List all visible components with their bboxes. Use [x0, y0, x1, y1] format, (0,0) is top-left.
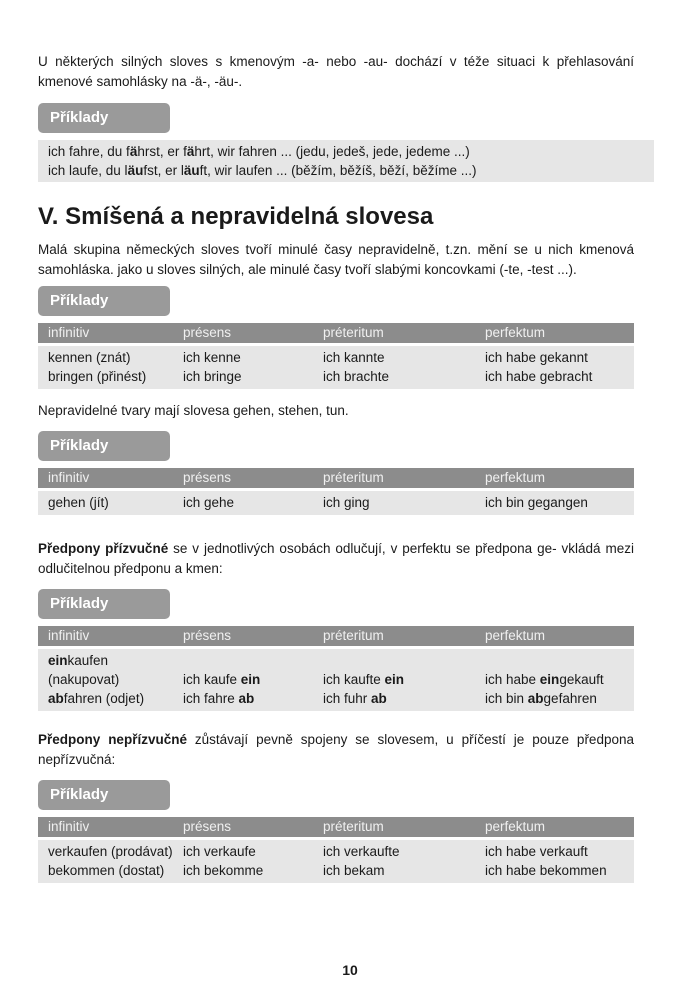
table-cell: [475, 861, 634, 880]
table-row: [38, 861, 634, 880]
table-row: [38, 689, 634, 708]
column-header-perfektum: perfektum: [485, 819, 546, 834]
example-box: [38, 140, 654, 182]
conjugation-table: [38, 817, 634, 883]
table-cell: [475, 348, 634, 367]
column-header-présens: présens: [183, 819, 232, 834]
text-segment: ich verkaufte: [323, 844, 400, 859]
table-cell: [313, 861, 475, 880]
text-segment: fahren (odjet): [63, 691, 145, 706]
section-heading: V. Smíšená a nepravidelná slovesa: [38, 203, 434, 230]
column-header-infinitiv: infinitiv: [48, 819, 90, 834]
text-segment: ich kaufe: [183, 672, 241, 687]
column-header-présens: présens: [183, 628, 232, 643]
examples-label: Příklady: [38, 286, 170, 316]
table-cell: [313, 670, 475, 689]
examples-label: Příklady: [38, 431, 170, 461]
table-cell: [38, 493, 173, 512]
text-segment: ich bin: [485, 691, 528, 706]
bold-text: ä: [186, 144, 195, 159]
bold-text: ab: [527, 691, 544, 706]
text-segment: Nepravidelné tvary mají slovesa gehen, stehen, tun.: [38, 403, 349, 418]
table-cell: [38, 367, 173, 386]
text-segment: Malá skupina německých sloves tvoří minulé časy nepravidelně, t.zn. mění se u nich kmenová samohláska. jako u sloves silných, ale minulé časy tvoří slabými koncovkami (-te, -test ...).: [38, 242, 634, 277]
text-segment: ich kaufte: [323, 672, 385, 687]
text-segment: hrst, er f: [137, 144, 187, 159]
bold-text: Předpony nepřízvučné: [38, 732, 187, 747]
bold-text: ab: [238, 691, 255, 706]
table-cell: [173, 842, 313, 861]
text-segment: ich bekomme: [183, 863, 264, 878]
text-segment: ich habe bekommen: [485, 863, 607, 878]
text-segment: ich fahre, du f: [48, 144, 130, 159]
text-segment: ich laufe, du l: [48, 163, 128, 178]
paragraph: [38, 401, 634, 421]
table-cell: [38, 861, 173, 880]
table-cell: [173, 367, 313, 386]
table-cell: [475, 670, 634, 689]
column-header-préteritum: préteritum: [323, 325, 384, 340]
bold-text: ab: [371, 691, 387, 706]
paragraph: [38, 539, 634, 579]
table-cell: [313, 493, 475, 512]
table-header: [38, 817, 634, 837]
bold-text: ä: [129, 144, 138, 159]
table-body: [38, 491, 634, 515]
table-cell: [38, 689, 173, 708]
table-body: [38, 649, 634, 711]
intro-paragraph: [38, 52, 634, 92]
column-header-infinitiv: infinitiv: [48, 628, 90, 643]
text-segment: kaufen (nakupovat): [48, 653, 120, 687]
column-header-préteritum: préteritum: [323, 628, 384, 643]
column-header-perfektum: perfektum: [485, 325, 546, 340]
text-segment: zůstávají pevně spojeny se slovesem, u příčestí je pouze předpona nepřízvučná:: [38, 732, 634, 767]
table-cell: [313, 367, 475, 386]
text-segment: U některých silných sloves s kmenovým -a- nebo -au- dochází v téže situaci k přehlasování kmenové samohlásky na -ä-, -äu-.: [38, 54, 634, 89]
bold-text: ein: [384, 672, 405, 687]
text-segment: ich bekam: [323, 863, 385, 878]
table-cell: [173, 861, 313, 880]
bold-text: äu: [127, 163, 144, 178]
bold-text: ein: [539, 672, 560, 687]
table-body: [38, 840, 634, 883]
example-line: [48, 161, 644, 180]
text-segment: ich bin gegangen: [485, 495, 588, 510]
table-cell: [313, 842, 475, 861]
page-number: 10: [342, 962, 358, 978]
column-header-préteritum: préteritum: [323, 470, 384, 485]
table-cell: [173, 348, 313, 367]
text-segment: gefahren: [543, 691, 597, 706]
column-header-présens: présens: [183, 325, 232, 340]
table-cell: [475, 493, 634, 512]
text-segment: ich brachte: [323, 369, 390, 384]
column-header-infinitiv: infinitiv: [48, 325, 90, 340]
text-segment: kennen (znát): [48, 350, 131, 365]
table-row: [38, 348, 634, 367]
column-header-perfektum: perfektum: [485, 470, 546, 485]
conjugation-table: [38, 626, 634, 711]
text-segment: se v jednotlivých osobách odlučují, v perfektu se předpona ge- vkládá mezi odlučitelnou předponu a kmen:: [38, 541, 634, 576]
table-cell: [475, 689, 634, 708]
examples-label: Příklady: [38, 780, 170, 810]
text-segment: ft, wir laufen ... (běžím, běžíš, běží, běžíme ...): [199, 163, 477, 178]
bold-text: Předpony přízvučné: [38, 541, 169, 556]
example-line: [48, 142, 644, 161]
table-header: [38, 323, 634, 343]
table-cell: [313, 689, 475, 708]
text-segment: gehen (jít): [48, 495, 109, 510]
text-segment: ich habe gebracht: [485, 369, 593, 384]
table-row: [38, 651, 634, 689]
text-segment: verkaufen (prodávat): [48, 844, 173, 859]
text-segment: ich kannte: [323, 350, 385, 365]
table-cell: [173, 689, 313, 708]
table-cell: [173, 493, 313, 512]
column-header-infinitiv: infinitiv: [48, 470, 90, 485]
table-row: [38, 493, 634, 512]
bold-text: ab: [48, 691, 64, 706]
conjugation-table: [38, 468, 634, 515]
text-segment: ich habe gekannt: [485, 350, 588, 365]
table-cell: [475, 842, 634, 861]
text-segment: ich gehe: [183, 495, 235, 510]
table-header: [38, 468, 634, 488]
table-header: [38, 626, 634, 646]
conjugation-table: [38, 323, 634, 389]
bold-text: ein: [240, 672, 261, 687]
table-cell: [38, 842, 173, 861]
table-cell: [38, 348, 173, 367]
paragraph: [38, 240, 634, 280]
column-header-présens: présens: [183, 470, 232, 485]
text-segment: bekommen (dostat): [48, 863, 165, 878]
text-segment: ich fuhr: [323, 691, 372, 706]
text-segment: ich habe: [485, 672, 540, 687]
text-segment: fst, er l: [143, 163, 184, 178]
table-row: [38, 842, 634, 861]
text-segment: ich fahre: [183, 691, 239, 706]
column-header-perfektum: perfektum: [485, 628, 546, 643]
bold-text: ein: [48, 653, 68, 668]
table-cell: [313, 348, 475, 367]
table-cell: [173, 670, 313, 689]
text-segment: ich bringe: [183, 369, 242, 384]
text-segment: ich verkaufe: [183, 844, 256, 859]
paragraph: [38, 730, 634, 770]
bold-text: äu: [183, 163, 200, 178]
text-segment: gekauft: [559, 672, 604, 687]
text-segment: hrt, wir fahren ... (jedu, jedeš, jede, jedeme ...): [194, 144, 470, 159]
table-cell: [38, 651, 173, 689]
column-header-préteritum: préteritum: [323, 819, 384, 834]
text-segment: bringen (přinést): [48, 369, 147, 384]
examples-label: Příklady: [38, 589, 170, 619]
text-segment: ich kenne: [183, 350, 241, 365]
text-segment: ich ging: [323, 495, 370, 510]
table-row: [38, 367, 634, 386]
examples-label: Příklady: [38, 103, 170, 133]
table-cell: [475, 367, 634, 386]
table-body: [38, 346, 634, 389]
text-segment: ich habe verkauft: [485, 844, 588, 859]
